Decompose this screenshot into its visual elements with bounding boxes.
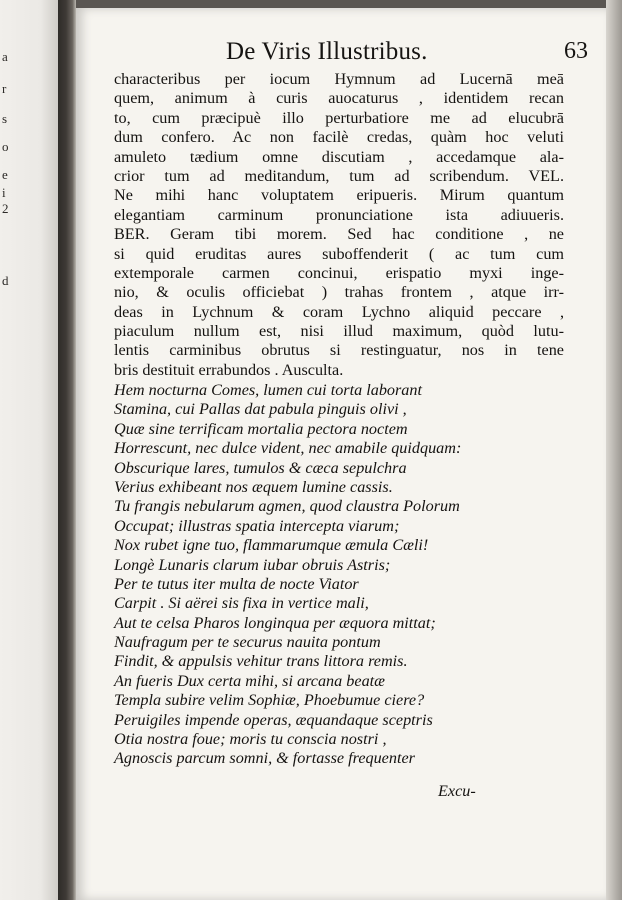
prose-line: Ne mihi hanc voluptatem eripueris. Mirum quantum <box>114 186 564 205</box>
previous-page-fragment: i <box>2 185 6 200</box>
prose-block <box>114 70 564 380</box>
prose-line: si quid eruditas aures suboffenderit ( ac tum cum <box>114 244 564 263</box>
previous-page-fragment: e <box>2 167 8 182</box>
book-gutter <box>58 0 76 900</box>
prose-line: BER. Geram tibi morem. Sed hac conditione , ne <box>114 225 564 244</box>
verse-line: Stamina, cui Pallas dat pabula pinguis olivi , <box>114 400 407 419</box>
prose-line: extemporale carmen concinui, erispatio myxi inge- <box>114 263 564 282</box>
prose-line: crior tum ad meditandum, tum ad scribendum. VEL. <box>114 166 564 185</box>
prose-line: nio, & oculis officiebat ) trahas frontem , atque irr- <box>114 283 564 302</box>
prose-line: bris destituit errabundos . Ausculta. <box>114 360 344 379</box>
previous-page-edge <box>0 0 58 900</box>
prose-line: quem, animum à curis auocaturus , identidem recan <box>114 89 564 108</box>
prose-line: lentis carminibus obrutus si restinguatur, nos in tene <box>114 341 564 360</box>
verse-line: An fueris Dux certa mihi, si arcana beatæ <box>114 671 385 690</box>
verse-block <box>114 381 564 769</box>
verse-line: Longè Lunaris clarum iubar obruis Astris; <box>114 555 391 574</box>
book-page <box>76 8 606 900</box>
page-header <box>226 38 596 68</box>
previous-page-fragment: d <box>2 273 9 288</box>
previous-page-fragment: s <box>2 111 8 126</box>
verse-line: Occupat; illustras spatia intercepta viarum; <box>114 516 400 535</box>
previous-page-fragment: r <box>2 81 7 96</box>
prose-line: piaculum nullum est, nisi illud maximum, quòd lutu- <box>114 322 564 341</box>
verse-line: Obscurique lares, tumulos & cæca sepulchra <box>114 458 407 477</box>
verse-line: Findit, & appulsis vehitur trans littora remis. <box>114 652 408 671</box>
verse-line: Agnoscis parcum somni, & fortasse frequenter <box>114 749 415 768</box>
prose-line: dum confero. Ac non facilè credas, quàm hoc veluti <box>114 128 564 147</box>
catchword: Excu- <box>438 782 476 800</box>
verse-line: Aut te celsa Pharos longinqua per æquora mittat; <box>114 613 436 632</box>
prose-line: characteribus per iocum Hymnum ad Lucernā meā <box>114 70 564 88</box>
prose-line: deas in Lychnum & coram Lychno aliquid peccare , <box>114 302 564 321</box>
verse-line: Verius exhibeant nos æquem lumine cassis. <box>114 477 393 496</box>
verse-line: Horrescunt, nec dulce vident, nec amabile quidquam: <box>114 439 462 458</box>
verse-line: Otia nostra foue; moris tu conscia nostri , <box>114 730 387 749</box>
verse-line: Naufragum per te securus nauita pontum <box>114 633 381 652</box>
verse-line: Templa subire velim Sophiæ, Phoebumue ciere? <box>114 691 425 710</box>
page-edge-right <box>606 0 622 900</box>
previous-page-fragment: 2 <box>2 201 9 216</box>
page-number: 63 <box>564 38 588 64</box>
prose-line: to, cum præcipuè illo perturbatiore me ad elucubrā <box>114 108 564 127</box>
verse-line: Nox rubet igne tuo, flammarumque æmula Cæli! <box>114 536 429 555</box>
verse-line: Per te tutus iter multa de nocte Viator <box>114 574 359 593</box>
verse-line: Quæ sine terrificam mortalia pectora noctem <box>114 419 408 438</box>
verse-line: Peruigiles impende operas, æquandaque sceptris <box>114 710 433 729</box>
verse-line: Tu frangis nebularum agmen, quod claustra Polorum <box>114 497 460 516</box>
verse-line: Carpit . Si aërei sis fixa in vertice mali, <box>114 594 369 613</box>
prose-line: elegantiam carminum pronunciatione ista adiuueris. <box>114 205 564 224</box>
previous-page-fragment: o <box>2 139 9 154</box>
verse-line: Hem nocturna Comes, lumen cui torta laborant <box>114 381 422 399</box>
running-title: De Viris Illustribus. <box>226 38 428 65</box>
previous-page-fragment: a <box>2 49 8 64</box>
prose-line: amuleto tædium omne discutiam , accedamque ala- <box>114 147 564 166</box>
